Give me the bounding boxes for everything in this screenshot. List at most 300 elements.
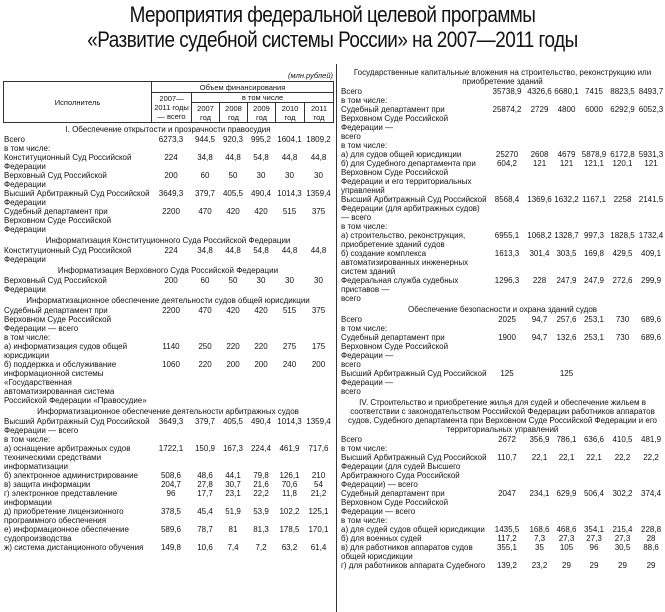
value-cell (247, 333, 275, 342)
value-cell: 125,1 (308, 507, 329, 516)
value-cell: 105 (559, 543, 574, 552)
header-funding: Объем финансирования (152, 82, 334, 93)
value-cell (580, 516, 608, 525)
value-cell: 29 (562, 561, 571, 570)
section-heading: Государственные капитальные вложения на строительство, реконструкцию или приобретение зданий (353, 68, 652, 86)
value-cell: 234,1 (529, 489, 550, 498)
table-row (340, 249, 665, 276)
value-cell (526, 387, 553, 396)
row-label: в том числе: (4, 333, 51, 342)
value-cell (191, 144, 219, 153)
title-line-1: Мероприятия федеральной целевой программы (129, 2, 536, 27)
value-cell (637, 141, 665, 150)
value-cell (553, 324, 580, 333)
value-cell: 717,6 (308, 444, 329, 453)
row-label: Федеральная служба судебных приставов — (341, 276, 459, 294)
table-row (340, 561, 665, 570)
table-row (3, 360, 333, 405)
value-cell: 215,4 (612, 525, 633, 534)
table-row (340, 543, 665, 561)
table-row (3, 471, 333, 480)
value-cell (304, 333, 333, 342)
value-cell (526, 141, 553, 150)
row-label: в том числе: (341, 96, 388, 105)
value-cell: 375 (311, 207, 326, 216)
header-year: 2011 год (305, 103, 334, 123)
value-cell: 30,5 (614, 543, 631, 552)
table-row (3, 306, 333, 333)
value-cell (488, 141, 526, 150)
value-cell: 70,6 (281, 480, 298, 489)
row-label: в том числе: (341, 141, 388, 150)
value-cell: 629,9 (556, 489, 577, 498)
value-cell: 121 (644, 159, 658, 168)
value-cell: 689,6 (641, 333, 662, 342)
value-cell (637, 444, 665, 453)
value-cell: 21,6 (253, 480, 269, 489)
value-cell (553, 387, 580, 396)
table-row (3, 189, 333, 207)
table-row (340, 231, 665, 249)
value-cell: 228 (532, 276, 547, 285)
value-cell: 44,8 (310, 153, 327, 162)
section-heading-row (3, 294, 333, 306)
value-cell (151, 333, 191, 342)
table-row (340, 453, 665, 489)
value-cell: 28 (646, 534, 656, 543)
value-cell (488, 222, 526, 231)
row-label: а) строительство, реконструкция, приобретение зданий судов (341, 231, 466, 249)
value-cell (526, 369, 553, 387)
value-cell (275, 144, 304, 153)
value-cell: 470 (198, 306, 212, 315)
value-cell (553, 294, 580, 303)
value-cell: 2141,5 (638, 195, 664, 204)
value-cell (191, 333, 219, 342)
value-cell (637, 387, 665, 396)
section-heading-row (340, 396, 665, 435)
value-cell: 1014,3 (277, 417, 302, 426)
value-cell (637, 516, 665, 525)
value-cell: 589,6 (160, 525, 182, 534)
value-cell (553, 444, 580, 453)
value-cell (275, 333, 304, 342)
value-cell: 4800 (557, 105, 576, 114)
section-heading-row (340, 66, 665, 87)
value-cell: 1140 (162, 342, 180, 351)
header-year: 2007 год (192, 103, 220, 123)
table-row (340, 516, 665, 525)
row-label: а) оснащение арбитражных судов техническими средствами информатизации (4, 444, 131, 471)
value-cell: 8823,5 (610, 87, 635, 96)
value-cell (608, 96, 637, 105)
value-cell: 4679 (557, 150, 576, 159)
row-label: Судебный департамент при Верховном Суде Российской Федерации — всего (4, 306, 112, 333)
value-cell: 508,6 (160, 471, 182, 480)
row-label: Высший Арбитражный Суд Российской Федерации (для арбитражных судов) — всего (341, 195, 487, 222)
value-cell: 6680,1 (554, 87, 579, 96)
row-label: а) информатизация судов общей юрисдикции (4, 342, 128, 360)
section-heading: IV. Строительство и приобретение жилья для судей и обеспечение жильем в соответствии с законодательством Российской Федерации работников аппаратов судов, Судебного департамента при Верховном Суде Российской Федерации и его территориальных управлений (348, 398, 658, 434)
value-cell: 1828,5 (610, 231, 635, 240)
value-cell: 44,8 (225, 153, 241, 162)
value-cell: 490,4 (250, 189, 272, 198)
value-cell: 470 (198, 207, 212, 216)
value-cell (608, 516, 637, 525)
value-cell: 272,6 (612, 276, 633, 285)
value-cell: 17,7 (197, 489, 213, 498)
value-cell (580, 96, 608, 105)
value-cell: 30,7 (225, 480, 241, 489)
value-cell: 1613,3 (494, 249, 520, 258)
value-cell: 730 (615, 333, 630, 342)
value-cell (553, 222, 580, 231)
value-cell: 30 (314, 171, 323, 180)
value-cell (526, 516, 553, 525)
value-cell (608, 360, 637, 369)
value-cell (608, 222, 637, 231)
table-row (340, 489, 665, 516)
value-cell: 240 (282, 360, 297, 369)
table-row (340, 534, 665, 543)
value-cell (637, 324, 665, 333)
value-cell: 63,2 (281, 543, 298, 552)
header-executor: Исполнитель (4, 82, 152, 123)
value-cell: 117,2 (497, 534, 517, 543)
value-cell: 2025 (498, 315, 516, 324)
value-cell: 8568,4 (494, 195, 520, 204)
table-row (3, 417, 333, 435)
value-cell: 22,1 (531, 453, 548, 462)
value-cell: 224 (164, 246, 178, 255)
row-label: Судебный департамент при Верховном Суде Российской Федерации (4, 207, 112, 234)
value-cell: 5878,9 (581, 150, 607, 159)
value-cell (488, 387, 526, 396)
value-cell: 410,5 (612, 435, 633, 444)
value-cell (526, 96, 553, 105)
right-table (340, 66, 665, 570)
value-cell: 30 (314, 276, 323, 285)
value-cell: 1167,1 (582, 195, 606, 204)
value-cell (608, 444, 637, 453)
value-cell: 730 (615, 315, 630, 324)
value-cell: 224 (164, 153, 178, 162)
table-row (340, 87, 665, 96)
value-cell (637, 294, 665, 303)
table-row (340, 96, 665, 105)
value-cell: 247,9 (583, 276, 605, 285)
table-row (340, 132, 665, 141)
value-cell: 44,1 (225, 471, 241, 480)
row-label: Всего (341, 87, 362, 96)
table-row (3, 333, 333, 342)
value-cell: 1359,4 (306, 417, 331, 426)
value-cell: 253,1 (583, 315, 605, 324)
value-cell: 490,4 (250, 417, 272, 426)
value-cell: 121 (532, 159, 547, 168)
value-cell: 60 (200, 171, 210, 180)
section-heading-row (340, 303, 665, 315)
row-label: Всего (341, 435, 362, 444)
value-cell: 7,3 (533, 534, 546, 543)
header-year: 2010 год (276, 103, 305, 123)
value-cell: 7,2 (255, 543, 267, 552)
value-cell: 54 (314, 480, 323, 489)
value-cell (580, 294, 608, 303)
value-cell: 515 (282, 207, 297, 216)
left-column (3, 81, 333, 552)
value-cell: 50 (228, 171, 238, 180)
value-cell: 374,4 (641, 489, 662, 498)
row-label: е) информационное обеспечение судопроизводства (4, 525, 129, 543)
value-cell: 6292,9 (610, 105, 635, 114)
value-cell: 1296,3 (494, 276, 520, 285)
value-cell: 4326,6 (527, 87, 552, 96)
section-heading: Информатизация Конституционного Суда Российской Федерации (45, 236, 291, 245)
value-cell (151, 435, 191, 444)
value-cell: 2729 (530, 105, 549, 114)
value-cell: 126,1 (279, 471, 300, 480)
value-cell: 81 (228, 525, 238, 534)
section-heading-row (3, 234, 333, 246)
row-label: б) создание комплекса автоматизированных инженерных систем зданий (341, 249, 469, 276)
value-cell: 1809,2 (306, 135, 331, 144)
value-cell: 44,8 (281, 153, 298, 162)
value-cell (553, 360, 580, 369)
value-cell: 60 (200, 276, 210, 285)
value-cell: 125 (500, 369, 514, 378)
row-label: всего (341, 294, 361, 303)
table-row (3, 480, 333, 489)
value-cell: 200 (164, 276, 178, 285)
table-row (3, 342, 333, 360)
value-cell: 2672 (498, 435, 516, 444)
table-row (3, 144, 333, 153)
row-label: г) электронное представление информации (4, 489, 118, 507)
left-table (3, 123, 333, 552)
value-cell (526, 360, 553, 369)
value-cell: 79,8 (253, 471, 269, 480)
value-cell (219, 144, 247, 153)
row-label: в том числе: (341, 324, 388, 333)
value-cell: 420 (226, 306, 240, 315)
value-cell (553, 141, 580, 150)
value-cell: 247,9 (556, 276, 577, 285)
value-cell (488, 132, 526, 141)
value-cell: 356,9 (529, 435, 550, 444)
value-cell: 149,8 (160, 543, 182, 552)
value-cell: 420 (226, 207, 240, 216)
row-label: всего (341, 132, 361, 141)
value-cell: 420 (254, 207, 268, 216)
value-cell: 409,1 (641, 249, 662, 258)
value-cell: 420 (254, 306, 268, 315)
right-column (340, 66, 665, 570)
value-cell: 22,2 (253, 489, 269, 498)
table-row (3, 153, 333, 171)
value-cell: 995,2 (250, 135, 272, 144)
table-row (3, 135, 333, 144)
value-cell: 2200 (162, 207, 180, 216)
value-cell: 1060 (162, 360, 180, 369)
value-cell: 378,5 (160, 507, 182, 516)
value-cell: 51,9 (225, 507, 241, 516)
section-heading: Информатизация Верховного Суда Российской Федерации (57, 266, 279, 275)
row-label: всего (341, 387, 361, 396)
value-cell (637, 132, 665, 141)
row-label: Судебный департамент при Верховном Суде Российской Федерации — (341, 333, 449, 360)
table-row (340, 294, 665, 303)
value-cell (151, 144, 191, 153)
value-cell (637, 222, 665, 231)
value-cell (608, 324, 637, 333)
value-cell: 96 (166, 489, 176, 498)
row-label: б) электронное администрирование (4, 471, 138, 480)
value-cell: 1435,5 (494, 525, 520, 534)
value-cell: 22,1 (586, 453, 602, 462)
value-cell: 1014,3 (277, 189, 302, 198)
value-cell: 61,4 (310, 543, 327, 552)
value-cell: 29 (589, 561, 599, 570)
value-cell: 379,7 (194, 417, 216, 426)
table-row (3, 525, 333, 543)
value-cell (608, 369, 637, 387)
value-cell: 22,1 (558, 453, 575, 462)
value-cell: 50 (228, 276, 238, 285)
value-cell: 210 (311, 471, 326, 480)
value-cell: 405,5 (222, 189, 244, 198)
value-cell (488, 96, 526, 105)
row-label: в) для работников аппаратов судов общей юрисдикции (341, 543, 473, 561)
table-row (340, 333, 665, 360)
value-cell: 121,1 (583, 159, 605, 168)
value-cell (580, 141, 608, 150)
page-title (47, 2, 619, 52)
value-cell (488, 360, 526, 369)
value-cell (637, 96, 665, 105)
value-cell: 5931,3 (638, 150, 664, 159)
section-heading: I. Обеспечение открытости и прозрачности правосудия (65, 125, 271, 134)
table-row (340, 324, 665, 333)
value-cell: 1369,6 (527, 195, 552, 204)
value-cell: 224,4 (250, 444, 272, 453)
value-cell: 481,9 (641, 435, 662, 444)
value-cell: 11,8 (282, 489, 297, 498)
value-cell: 29 (618, 561, 627, 570)
table-row (3, 207, 333, 234)
table-row (340, 195, 665, 222)
row-label: Всего (341, 315, 362, 324)
value-cell: 1328,7 (554, 231, 579, 240)
value-cell: 30 (256, 276, 266, 285)
value-cell (553, 516, 580, 525)
table-row (340, 141, 665, 150)
value-cell: 1068,2 (527, 231, 552, 240)
value-cell: 94,7 (531, 333, 548, 342)
section-heading-row (3, 264, 333, 276)
value-cell (488, 324, 526, 333)
row-label: ж) система дистанционного обучения (4, 543, 144, 552)
section-heading: Обеспечение безопасности и охрана зданий судов (408, 305, 598, 314)
table-row (340, 159, 665, 195)
value-cell: 468,6 (556, 525, 577, 534)
value-cell: 44,8 (225, 246, 241, 255)
table-header (3, 81, 334, 123)
row-label: Верховный Суд Российской Федерации (4, 276, 107, 294)
row-label: Судебный департамент при Верховном Суде Российской Федерации — всего (341, 489, 449, 516)
section-heading-row (3, 123, 333, 135)
row-label: а) для судей судов общей юрисдикции (341, 525, 485, 534)
row-label: Верховный Суд Российской Федерации (4, 171, 107, 189)
value-cell: 6955,1 (494, 231, 520, 240)
value-cell (580, 369, 608, 387)
table-row (3, 444, 333, 471)
row-label: Всего (4, 135, 25, 144)
table-row (340, 360, 665, 369)
value-cell: 1732,4 (638, 231, 664, 240)
row-label: в) защита информации (4, 480, 91, 489)
row-label: Конституционный Суд Российской Федерации (4, 153, 132, 171)
table-row (3, 489, 333, 507)
value-cell (580, 324, 608, 333)
value-cell: 6273,3 (158, 135, 184, 144)
value-cell: 302,2 (612, 489, 633, 498)
value-cell: 45,4 (197, 507, 213, 516)
row-label: д) приобретение лицензионного программного обеспечения (4, 507, 124, 525)
row-label: Высший Арбитражный Суд Российской Федерации — всего (4, 417, 150, 435)
value-cell (608, 387, 637, 396)
value-cell: 7415 (585, 87, 603, 96)
value-cell (526, 132, 553, 141)
value-cell: 200 (226, 360, 240, 369)
value-cell (580, 222, 608, 231)
value-cell: 200 (311, 360, 326, 369)
value-cell (608, 294, 637, 303)
value-cell: 257,6 (556, 315, 577, 324)
value-cell: 354,1 (583, 525, 605, 534)
value-cell: 78,7 (197, 525, 213, 534)
row-label: Судебный департамент при Верховном Суде Российской Федерации — (341, 105, 449, 132)
value-cell: 2200 (162, 306, 180, 315)
unit-label: (млн.рублей) (287, 71, 333, 80)
value-cell: 54,8 (253, 246, 269, 255)
value-cell (275, 435, 304, 444)
row-label: всего (341, 360, 361, 369)
value-cell: 27,3 (614, 534, 631, 543)
value-cell: 27,3 (558, 534, 575, 543)
value-cell (608, 132, 637, 141)
value-cell: 6052,3 (638, 105, 664, 114)
value-cell: 3649,3 (158, 189, 184, 198)
section-heading-row (3, 405, 333, 417)
row-label: б) поддержка и обслуживание информационной системы «Государственная автоматизированная система Российской Федерации «Правосудие» (4, 360, 147, 405)
value-cell (488, 444, 526, 453)
value-cell: 220 (198, 360, 212, 369)
value-cell (580, 132, 608, 141)
value-cell: 48,6 (197, 471, 213, 480)
value-cell (580, 444, 608, 453)
value-cell (637, 360, 665, 369)
header-total: 2007—2011 годы — всего (152, 93, 192, 123)
value-cell (608, 141, 637, 150)
section-heading: Информатизационное обеспечение деятельности судов общей юрисдикции (26, 296, 310, 305)
value-cell: 299,9 (641, 276, 662, 285)
value-cell (553, 96, 580, 105)
value-cell (247, 144, 275, 153)
table-row (340, 444, 665, 453)
value-cell: 405,5 (222, 417, 244, 426)
value-cell: 30 (285, 171, 294, 180)
